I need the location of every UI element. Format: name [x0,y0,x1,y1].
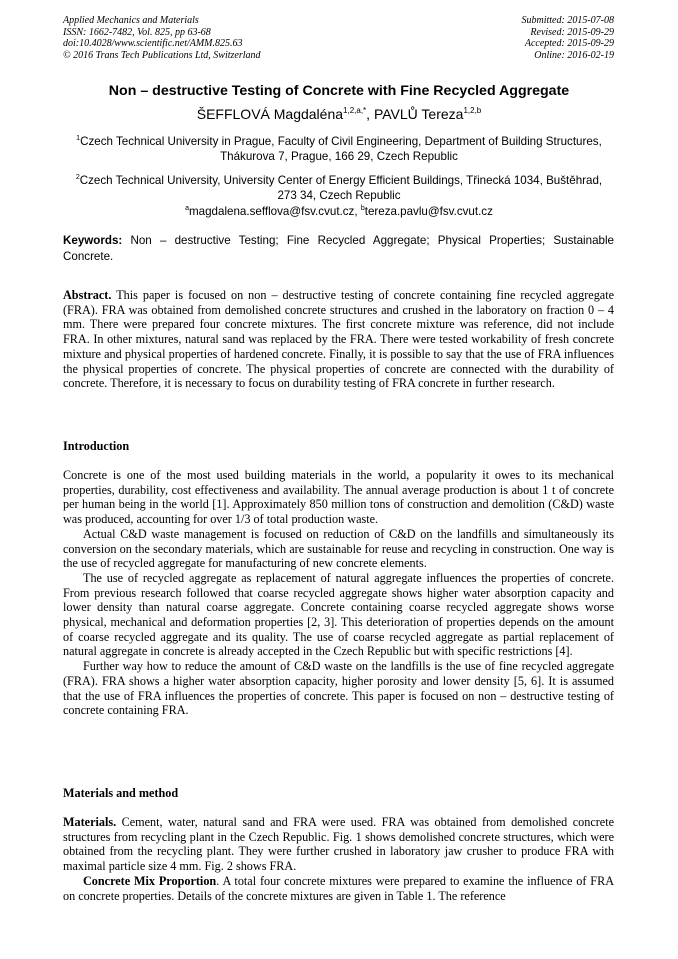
affiliation-1-text: Czech Technical University in Prague, Faculty of Civil Engineering, Department of Building Structures, Thákurova 7, Prague, 166 29, Czech Republic [80,135,602,164]
affiliation-2 [70,173,608,203]
affiliation-2-text: Czech Technical University, University Center of Energy Efficient Buildings, Třinecká 1034, Buštěhrad, 273 34, Czech Republic [79,174,603,203]
author-1-name: ŠEFFLOVÁ Magdaléna [196,106,344,122]
journal-info [63,15,261,61]
author-2-affiliation-mark: 1,2,b [463,106,482,115]
materials-paragraph-1 [63,815,614,874]
keywords-text: Non – destructive Testing; Fine Recycled Aggregate; Physical Properties; Sustainable Concrete. [63,234,614,263]
affiliation-1 [70,134,608,164]
date-accepted: Accepted: 2015-09-29 [524,38,614,50]
email-b-mark: b [360,205,365,212]
date-submitted: Submitted: 2015-07-08 [521,15,614,26]
author-2-name: PAVLŮ Tereza [373,106,464,122]
introduction-section [63,468,614,718]
intro-paragraph-2: Actual C&D waste management is focused on reduction of C&D on the landfills and simultaneously its conversion on the secondary materials, which are sustainable for reuse and recycling in construction. One way is the use of recycled aggregate for manufacturing of new concrete elements. [63,526,614,571]
paper-title: Non – destructive Testing of Concrete with Fine Recycled Aggregate [108,83,570,99]
email-a: magdalena.sefflova@fsv.cvut.cz [189,205,355,218]
email-separator: , [354,205,361,218]
journal-name: Applied Mechanics and Materials [63,15,199,26]
keywords [63,233,614,264]
materials-paragraph-2 [63,874,614,903]
intro-paragraph-4: Further way how to reduce the amount of C&D waste on the landfills is the use of fine recycled aggregate (FRA). FRA shows a higher water absorption capacity, higher porosity and lower density [5, 6]. It is assumed that the use of FRA influences the properties of concrete. This paper is focused on non – destructive testing of concrete containing FRA. [63,659,614,718]
author-separator: , [366,106,374,122]
date-revised: Revised: 2015-09-29 [530,26,614,38]
materials-section [63,815,614,903]
email-b: tereza.pavlu@fsv.cvut.cz [364,205,493,218]
publication-dates [522,15,615,61]
abstract [63,288,614,391]
materials-text: Cement, water, natural sand and FRA were used. FRA was obtained from demolished concrete structures from recycling plant in the Czech Republic. Fig. 1 shows demolished concrete structures, which were obtained from the recycling plant. They were further crushed in laboratory jaw crusher to produce FRA with maximal particle size 4 mm. Fig. 2 shows FRA. [63,815,614,874]
date-online: Online: 2016-02-19 [534,49,614,61]
author-line [0,106,678,122]
author-1-affiliation-mark: 1,2,a,* [343,106,367,115]
journal-copyright: © 2016 Trans Tech Publications Ltd, Switzerland [63,49,261,61]
affiliation-2-mark: 2 [75,174,80,181]
mix-proportion-text: . A total four concrete mixtures were prepared to examine the influence of FRA on concrete properties. Details of the concrete mixtures are given in Table 1. The reference [63,873,615,903]
materials-label: Materials. [63,815,117,829]
abstract-paragraph [63,288,614,391]
author-emails [0,205,678,218]
abstract-label: Abstract. [63,288,112,302]
materials-heading: Materials and method [63,786,179,800]
mix-proportion-label: Concrete Mix Proportion [83,873,217,888]
journal-issn: ISSN: 1662-7482, Vol. 825, pp 63-68 [63,26,211,38]
keywords-label: Keywords: [63,234,123,247]
email-a-mark: a [185,205,189,212]
intro-paragraph-3: The use of recycled aggregate as replacement of natural aggregate influences the properties of concrete. From previous research followed that coarse recycled aggregate shows higher water absorption capacity and lower density than natural coarse aggregate. Concrete containing coarse recycled aggregate shows worse physical, mechanical and deformation properties [2, 3]. This deterioration of properties depends on the amount of coarse recycled aggregate and its quality. The use of coarse recycled aggregate as partial replacement of natural aggregate in concrete is already accepted in the Czech Republic but with specific restrictions [4]. [63,570,614,659]
journal-doi: doi:10.4028/www.scientific.net/AMM.825.63 [63,38,243,50]
intro-paragraph-1: Concrete is one of the most used building materials in the world, a popularity it owes to its mechanical properties, durability, cost effectiveness and availability. The annual average production is about 1 t of concrete per human being in the world [1]. Approximately 850 million tons of construction and demolition (C&D) waste was produced, accounting for over 1/3 of total production waste. [63,468,614,527]
abstract-text: This paper is focused on non – destructive testing of concrete containing fine recycled aggregate (FRA). FRA was obtained from demolished concrete structures and crushed in the laboratory on fraction 0 – 4 mm. There were prepared four concrete mixtures. The first concrete mixture was reference, did not include FRA. In other mixtures, natural sand was replaced by the FRA. There were tested workability of fresh concrete mixture and physical properties of hardened concrete. Finally, it is possible to say that the use of FRA influences the physical properties of concrete. The physical properties of concrete are connected with the durability of concrete. Therefore, it is necessary to focus on durability testing of FRA concrete in further research. [63,288,614,391]
introduction-heading: Introduction [63,439,130,453]
affiliation-1-mark: 1 [76,135,81,142]
